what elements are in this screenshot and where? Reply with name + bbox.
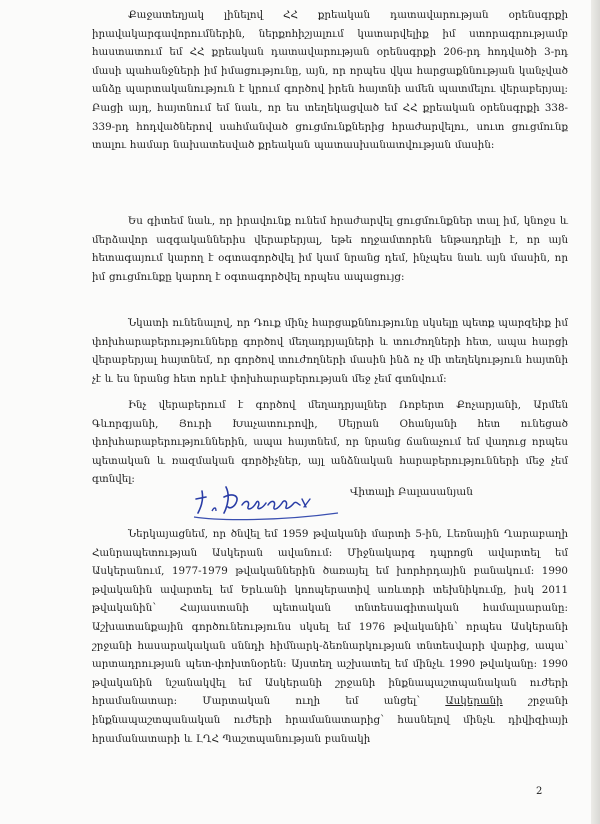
paragraph-text xyxy=(92,525,568,748)
paragraph-text: Քաջատեղյակ լինելով ՀՀ քրեական դատավարության օրենսգրքի իրավակարգավորումներին, ներքոհիշյալում կատարվելիք իմ ստորագրությամբ հաստատում եմ ՀՀ քրեական դատավարության օրենսգրքի 206-րդ հոդվածի 3-րդ մասի պահանջների իմ իմացությունը, այն, որ որպես վկա հարցաքննության կանչված անձը պարտականություն է կրում գործով իրեն հայտնի ամեն պատմելու վերաբերյալ: Բացի այդ, հայտնում եմ նաև, որ ես տեղեկացված եմ ՀՀ քրեական օրենսգրքի 338-339-րդ հոդվածներով սահմանված ցուցմունքներից հրաժարվելու, սուտ ցուցմունք տալու համար նախատեսված քրեական պատասխանատվության մասին: xyxy=(92,9,568,152)
biography-text-start: Ներկայացնեմ, որ ծնվել եմ 1959 թվականի մարտի 5-ին, Լեռնային Ղարաբաղի Հանրապետության Ասկերան ավանում: Միջնակարգ դպրոցն ավարտել եմ Ասկերանում, 1977-1979 թվականներին ծառայել եմ խորհրդային բանակում: 1990 թվականին ավարտել եմ Երևանի կոոպերատիվ առևտրի տեխնիկումը, իսկ 2011 թվականին՝ Հայաստանի պետական տնտեսագիտական համալսարանը: Աշխատանքային գործունեությունս սկսել եմ 1976 թվականին՝ որպես Ասկերանի շրջանի հասարակական սննդի հիմնարկ-ձեռնարկության տնտեսվարի վարից, ապա՝ արտադրության պետ-փոխտնօրեն: Այստեղ աշխատել եմ մինչև 1990 թվականը: 1990 թվականին նշանակվել եմ Ասկերանի շրջանի ինքնապաշտպանական ուժերի հրամանատար: Մարտական ուղի եմ անցել՝ xyxy=(92,528,568,708)
handwritten-signature xyxy=(190,477,340,523)
underlined-place-name: Ասկերանի xyxy=(445,695,503,708)
paragraph-victims-relations xyxy=(92,314,568,388)
page-number: 2 xyxy=(536,786,543,797)
page-edge-shadow xyxy=(591,0,600,824)
paragraph-defendants-relations xyxy=(92,396,568,489)
paragraph-biography xyxy=(92,525,568,748)
biography-text-end: շրջանի ինքնապաշտպանական ուժերի հրամանատարից՝ հասնելով մինչև դիվիզիայի հրամանատարի և ԼՂՀ Պաշտպանության բանակի xyxy=(92,695,568,745)
paragraph-text: Նկատի ունենալով, որ Դուք մինչ հարցաքննությունը սկսելը պետք պարզեիք իմ փոխհարաբերությունները գործով մեղադրյալների և տուժողների հետ, ապա հարցի վերաբերյալ հայտնեմ, որ գործով տուժողների մասին ինձ ոչ մի տեղեկություն հայտնի չէ և ես նրանց հետ որևէ փոխհարաբերության մեջ չեմ գտնվում: xyxy=(92,317,568,385)
paragraph-text: Ինչ վերաբերում է գործով մեղադրյալներ Ռոբերտ Քոչարյանի, Արմեն Գևորգյանի, Յուրի Խաչատուրովի, Սեյրան Օհանյանի հետ ունեցած փոխհարաբերություններին, ապա հայտնեմ, որ նրանց ճանաչում եմ վաղուց որպես պետական և ռազմական գործիչներ, այլ անձնական հարաբերությունների մեջ չեմ գտնվել: xyxy=(92,399,568,486)
paragraph-right-to-refuse xyxy=(92,212,568,286)
signatory-name: Վիտալի Բալասանյան xyxy=(350,486,473,498)
paragraph-witness-awareness xyxy=(92,6,568,155)
paragraph-text: Ես գիտեմ նաև, որ իրավունք ունեմ հրաժարվել ցուցմունքներ տալ իմ, կնոջս և մերձավոր ազգականներիս վերաբերյալ, եթե ողջամտորեն ենթադրելի է, որ այն հետագայում կարող է օգտագործվել իմ կամ նրանց դեմ, ինչպես նաև այն մասին, որ իմ ցուցմունքը կարող է օգտագործվել որպես ապացույց: xyxy=(92,215,568,283)
